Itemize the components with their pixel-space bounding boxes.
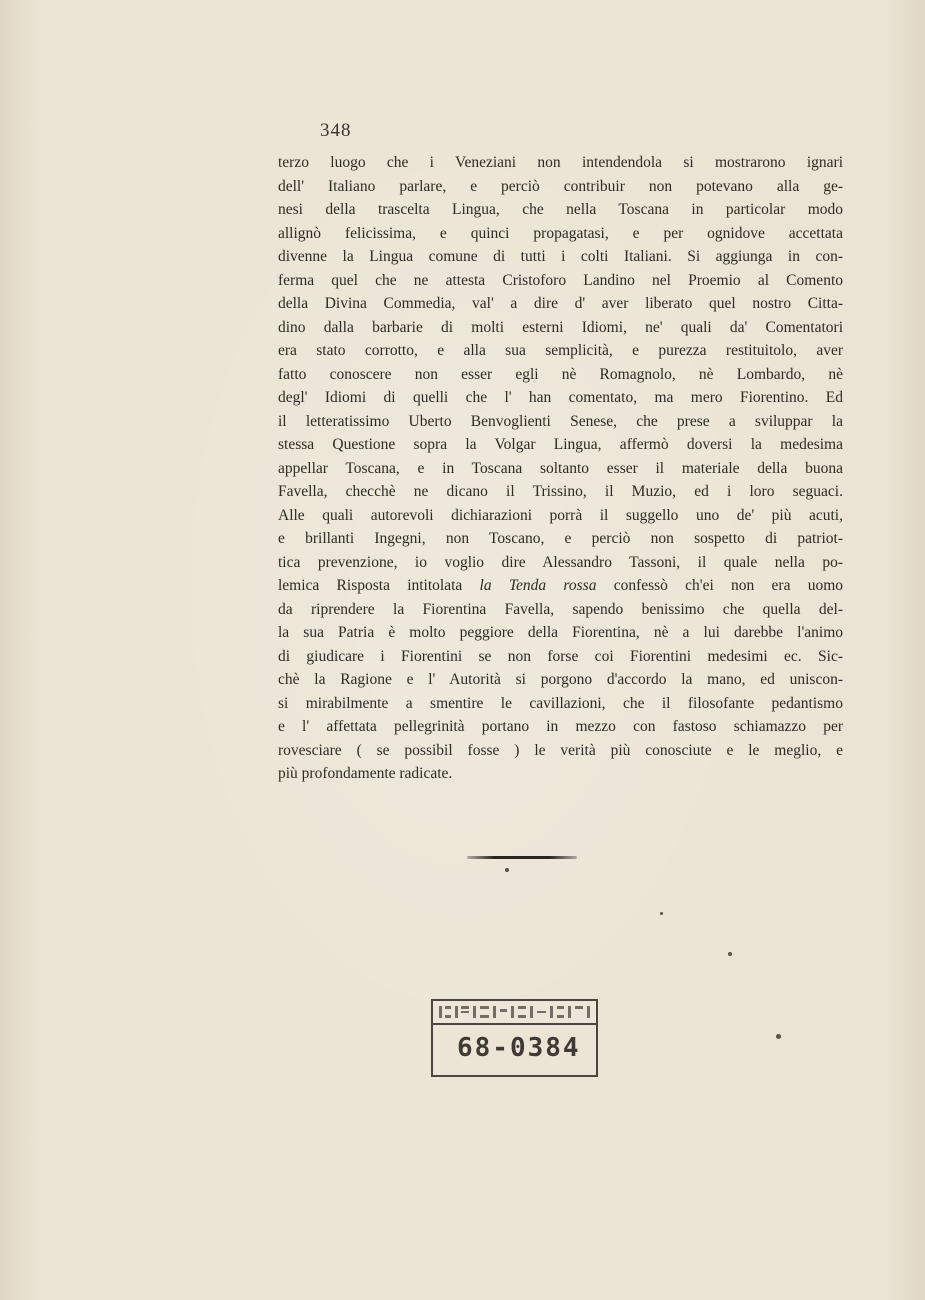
text-line: nesi della trascelta Lingua, che nella Toscana in particolar modo: [278, 201, 843, 218]
stamp-seal-pattern-icon: [433, 1001, 596, 1023]
page-number: 348: [320, 120, 352, 141]
text-line: si mirabilmente a smentire le cavillazioni, che il filosofante pedantismo: [278, 694, 843, 712]
stamp-body: [431, 1025, 598, 1077]
library-stamp: [427, 995, 604, 1085]
text-line: chè la Ragione e l' Autorità si porgono d'accordo la mano, ed uniscon-: [278, 671, 843, 688]
text-line: terzo luogo che i Veneziani non intendendola si mostrarono ignari: [278, 154, 843, 171]
text-line-with-title: [278, 574, 843, 598]
text-line: e brillanti Ingegni, non Toscano, e perciò non sospetto di patriot-: [278, 530, 843, 547]
section-divider: [467, 856, 577, 859]
text-line-last: più profondamente radicate.: [278, 765, 453, 782]
stamp-header-seal: [431, 999, 598, 1025]
text-line: stessa Questione sopra la Volgar Lingua, affermò doversi la medesima: [278, 436, 843, 453]
paper-speck: [660, 912, 663, 915]
text-line: rovesciare ( se possibil fosse ) le verità più conosciute e le meglio, e: [278, 741, 843, 759]
stamp-inventory-number: 68-0384: [457, 1033, 581, 1063]
text-line: fatto conoscere non esser egli nè Romagnolo, nè Lombardo, nè: [278, 365, 843, 383]
text-line: dell' Italiano parlare, e perciò contribuir non potevano alla ge-: [278, 177, 843, 195]
text-line: dino dalla barbarie di molti esterni Idiomi, ne' quali da' Comentatori: [278, 318, 843, 336]
text-fragment: confessò ch'ei non era uomo: [596, 577, 844, 594]
text-line: divenne la Lingua comune di tutti i colti Italiani. Si aggiunga in con-: [278, 248, 843, 265]
paper-speck: [728, 952, 732, 956]
text-fragment: lemica Risposta intitolata: [278, 577, 480, 594]
text-line: appellar Toscana, e in Toscana soltanto esser il materiale della buona: [278, 459, 843, 477]
text-line: della Divina Commedia, val' a dire d' aver liberato quel nostro Citta-: [278, 295, 843, 312]
text-line: allignò felicissima, e quinci propagatasi, e per ognidove accettata: [278, 224, 843, 242]
text-line: di giudicare i Fiorentini se non forse coi Fiorentini medesimi ec. Sic-: [278, 647, 843, 665]
body-text: [278, 151, 843, 786]
text-line: degl' Idiomi di quelli che l' han comentato, ma mero Fiorentino. Ed: [278, 389, 843, 406]
text-line: Alle quali autorevoli dichiarazioni porrà il suggello uno de' più acuti,: [278, 506, 843, 524]
text-line: tica prevenzione, io voglio dire Alessandro Tassoni, il quale nella po-: [278, 553, 843, 571]
text-line: da riprendere la Fiorentina Favella, sapendo benissimo che quella del-: [278, 600, 843, 618]
text-line: ferma quel che ne attesta Cristoforo Landino nel Proemio al Comento: [278, 271, 843, 289]
text-line: e l' affettata pellegrinità portano in mezzo con fastoso schiamazzo per: [278, 718, 843, 735]
text-line: il letteratissimo Uberto Benvoglienti Senese, che prese a sviluppar la: [278, 412, 843, 430]
text-line: la sua Patria è molto peggiore della Fiorentina, nè a lui darebbe l'animo: [278, 624, 843, 641]
paper-speck: [776, 1034, 781, 1039]
paper-speck: [505, 868, 509, 872]
text-line: Favella, checchè ne dicano il Trissino, il Muzio, ed i loro seguaci.: [278, 483, 843, 500]
text-line: era stato corrotto, e alla sua semplicità, e purezza restituitolo, aver: [278, 342, 843, 359]
italic-title: la Tenda rossa: [479, 577, 597, 594]
